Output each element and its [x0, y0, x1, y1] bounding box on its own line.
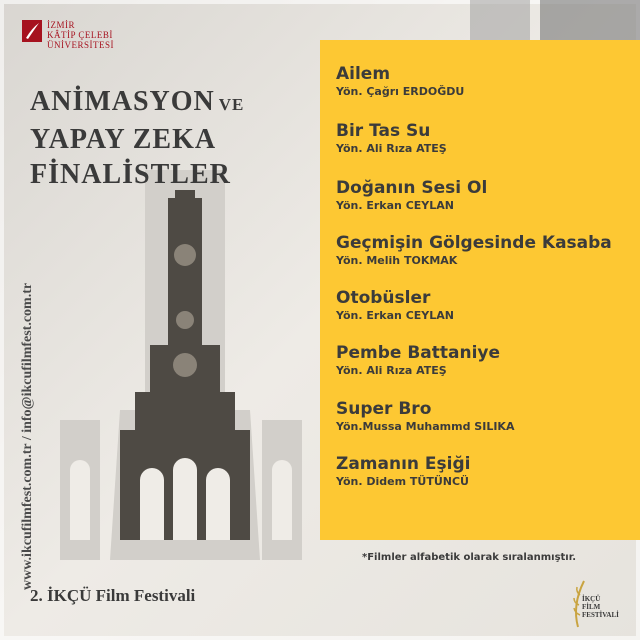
page-title: [30, 84, 244, 192]
quill-icon: [22, 20, 42, 42]
logo-line-3: ÜNİVERSİTESİ: [47, 40, 114, 50]
film-director: Yön. Çağrı ERDOĞDU: [336, 85, 465, 98]
film-name: Otobüsler: [336, 288, 431, 308]
contact-text: www.ikcufilmfest.com.tr / info@ikcufilmfest.com.tr: [20, 282, 35, 590]
film-name: Zamanın Eşiği: [336, 454, 471, 474]
film-director: Yön. Erkan CEYLAN: [336, 199, 454, 212]
title-line-3: FİNALİSTLER: [30, 159, 231, 190]
festival-logo: [568, 575, 628, 630]
film-director: Yön.Mussa Muhammd SILIKA: [336, 420, 515, 433]
university-logo: [22, 20, 114, 50]
film-name: Geçmişin Gölgesinde Kasaba: [336, 233, 612, 253]
title-ve: VE: [218, 95, 245, 114]
film-name: Pembe Battaniye: [336, 343, 501, 363]
logo-line-2: KÂTİP ÇELEBİ: [47, 30, 113, 40]
film-item: [336, 343, 500, 377]
logo-line-1: İZMİR: [47, 20, 75, 30]
film-name: Super Bro: [336, 399, 432, 419]
title-line-1: ANİMASYON: [30, 86, 215, 117]
festival-logo-line-1: İKÇÜ: [582, 595, 601, 603]
film-item: [336, 288, 454, 322]
film-name: Ailem: [336, 64, 391, 84]
title-line-2: YAPAY ZEKA: [30, 124, 217, 155]
festival-logo-line-2: FİLM: [582, 603, 601, 611]
film-item: [336, 454, 471, 488]
film-director: Yön. Ali Rıza ATEŞ: [336, 364, 447, 377]
film-director: Yön. Melih TOKMAK: [336, 254, 458, 267]
film-name: Bir Tas Su: [336, 121, 431, 141]
film-item: [336, 233, 612, 267]
film-director: Yön. Didem TÜTÜNCÜ: [336, 475, 469, 488]
film-item: [336, 64, 464, 98]
festival-logo-line-3: FESTİVALİ: [582, 611, 619, 619]
film-director: Yön. Erkan CEYLAN: [336, 309, 454, 322]
festival-name: 2. İKÇÜ Film Festivali: [30, 586, 196, 605]
alphabetical-note: *Filmler alfabetik olarak sıralanmıştır.: [362, 552, 577, 563]
finalists-panel: [320, 40, 640, 540]
film-item: [336, 178, 487, 212]
film-director: Yön. Ali Rıza ATEŞ: [336, 142, 447, 155]
film-item: [336, 399, 514, 433]
film-name: Doğanın Sesi Ol: [336, 178, 488, 198]
film-item: [336, 121, 447, 155]
